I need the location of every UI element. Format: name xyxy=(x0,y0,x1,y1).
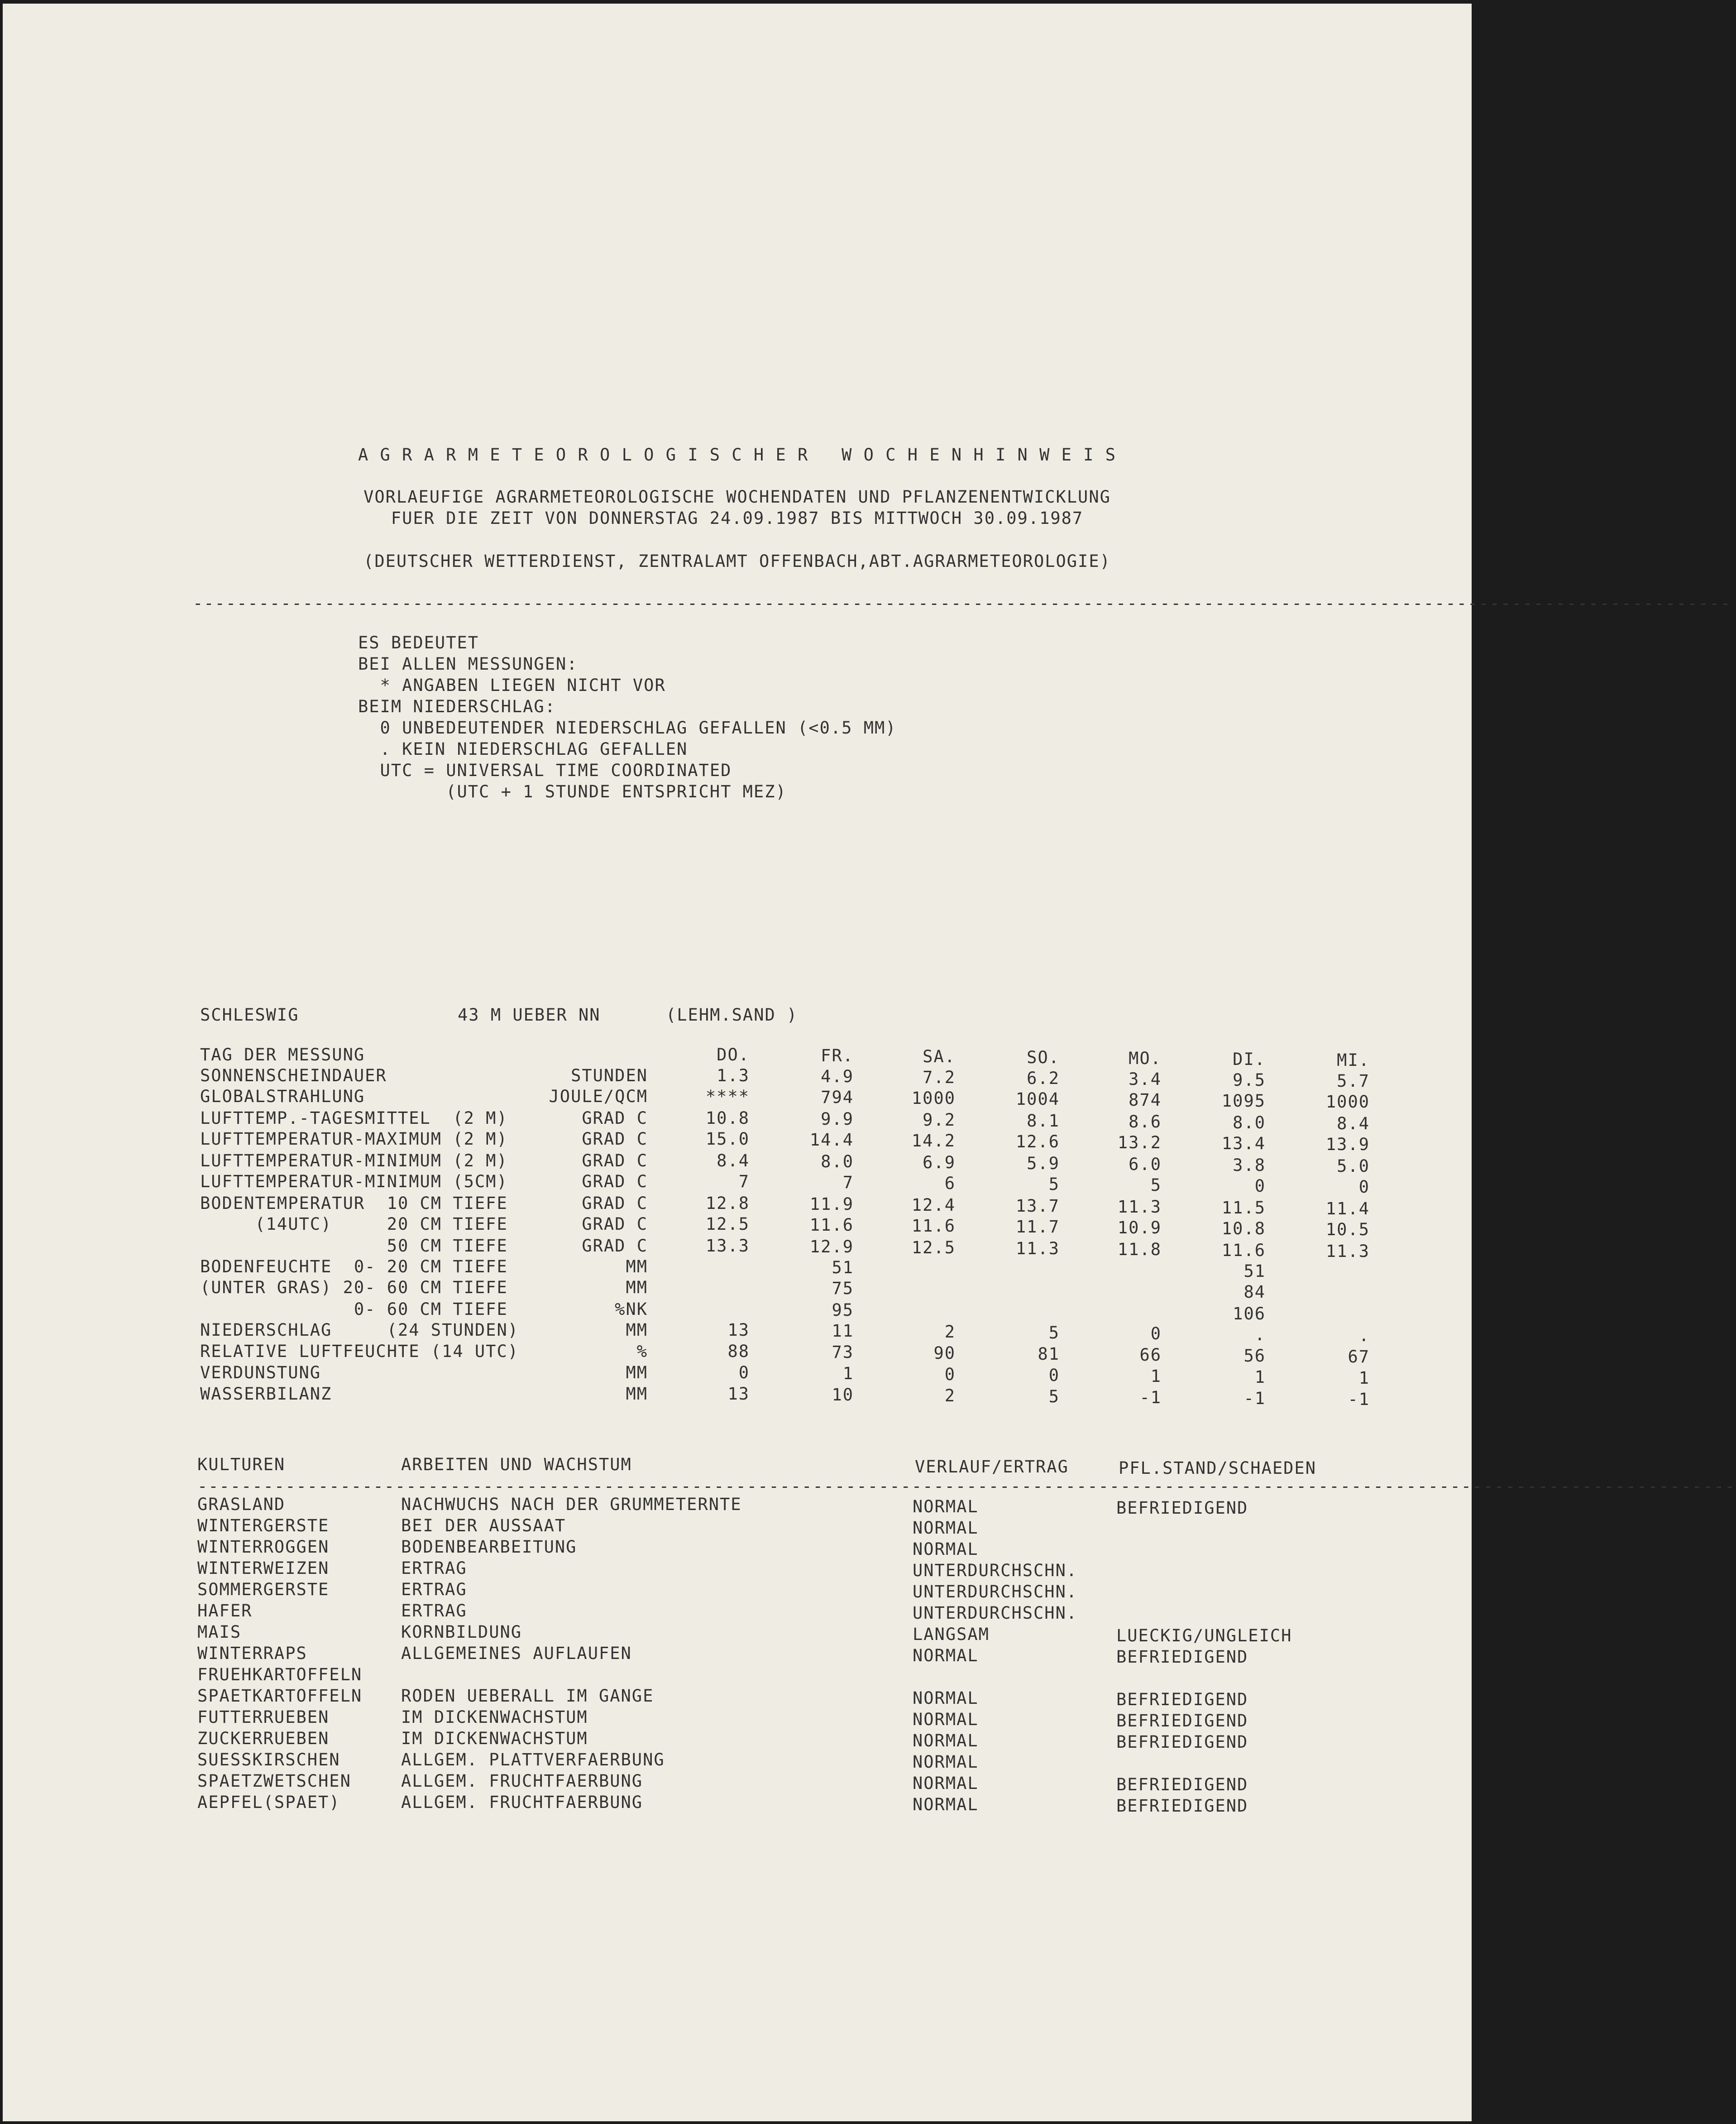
crop-work: KORNBILDUNG xyxy=(401,1622,522,1642)
weather-day-header: DO. xyxy=(717,1045,750,1064)
weather-cell: 0 xyxy=(944,1365,956,1384)
weather-row-label: LUFTTEMPERATUR-MAXIMUM (2 M) xyxy=(200,1129,508,1149)
crop-course: UNTERDURCHSCHN. xyxy=(913,1582,1078,1601)
weather-row-unit: MM xyxy=(626,1363,648,1382)
weather-cell: 1000 xyxy=(911,1088,956,1108)
weather-cell: 6.9 xyxy=(923,1153,956,1172)
crop-name: FRUEHKARTOFFELN xyxy=(197,1665,363,1684)
weather-cell: 11.7 xyxy=(1015,1217,1060,1237)
weather-cell: 3.8 xyxy=(1233,1155,1266,1175)
weather-cell: 13.4 xyxy=(1221,1134,1266,1153)
weather-cell: 8.6 xyxy=(1129,1112,1162,1132)
crop-work: ERTRAG xyxy=(401,1580,467,1599)
weather-row-label: BODENFEUCHTE 0- 20 CM TIEFE xyxy=(200,1257,508,1276)
crop-state: BEFRIEDIGEND xyxy=(1116,1647,1248,1667)
weather-cell: 6.0 xyxy=(1129,1155,1162,1174)
crop-work: NACHWUCHS NACH DER GRUMMETERNTE xyxy=(401,1495,742,1514)
legend-line: ES BEDEUTET xyxy=(358,633,479,652)
crop-course: NORMAL xyxy=(913,1497,979,1516)
weather-cell: 11.3 xyxy=(1325,1242,1370,1261)
legend-line: BEI ALLEN MESSUNGEN: xyxy=(358,654,578,674)
weather-cell: 7.2 xyxy=(923,1068,956,1087)
crop-state: BEFRIEDIGEND xyxy=(1116,1775,1248,1794)
weather-cell: 7 xyxy=(842,1173,854,1192)
crop-name: WINTERGERSTE xyxy=(197,1516,330,1535)
weather-cell: 8.4 xyxy=(1337,1114,1370,1133)
crop-state: BEFRIEDIGEND xyxy=(1116,1498,1248,1518)
weather-cell: 9.9 xyxy=(821,1109,854,1129)
crop-name: SOMMERGERSTE xyxy=(197,1580,330,1599)
weather-cell: 794 xyxy=(821,1088,854,1107)
weather-cell: 0 xyxy=(1358,1177,1370,1197)
weather-cell: 0 xyxy=(738,1363,750,1382)
weather-cell: 73 xyxy=(832,1342,854,1362)
weather-cell: . xyxy=(1254,1325,1266,1344)
crop-course: NORMAL xyxy=(913,1518,979,1538)
legend-line: . KEIN NIEDERSCHLAG GEFALLEN xyxy=(358,739,688,759)
weather-cell: 12.4 xyxy=(911,1195,956,1215)
weather-cell: 6.2 xyxy=(1027,1069,1060,1088)
crop-course: NORMAL xyxy=(913,1731,979,1750)
crop-work: ERTRAG xyxy=(401,1601,467,1621)
weather-cell: 11.6 xyxy=(1221,1241,1266,1260)
weather-cell: 66 xyxy=(1139,1345,1162,1365)
weather-cell: 12.8 xyxy=(705,1194,750,1213)
weather-row-unit: GRAD C xyxy=(582,1151,648,1170)
crop-course: NORMAL xyxy=(913,1688,979,1708)
weather-row-label: WASSERBILANZ xyxy=(200,1384,332,1404)
weather-row-label: TAG DER MESSUNG xyxy=(200,1045,365,1064)
crop-course: NORMAL xyxy=(913,1710,979,1729)
weather-cell: 11.6 xyxy=(911,1216,956,1236)
weather-row-label: LUFTTEMPERATUR-MINIMUM (5CM) xyxy=(200,1172,508,1191)
crop-name: SUESSKIRSCHEN xyxy=(197,1750,340,1769)
weather-row-label: VERDUNSTUNG xyxy=(200,1363,321,1382)
weather-cell: 11.3 xyxy=(1015,1239,1060,1258)
weather-cell: 10 xyxy=(832,1385,854,1405)
weather-cell: 5.0 xyxy=(1337,1156,1370,1176)
weather-cell: 5 xyxy=(1048,1323,1060,1342)
crop-state: BEFRIEDIGEND xyxy=(1116,1711,1248,1731)
crop-work: ALLGEM. FRUCHTFAERBUNG xyxy=(401,1793,643,1812)
weather-cell: 1000 xyxy=(1325,1092,1370,1112)
crops-header-verlauf: VERLAUF/ERTRAG xyxy=(915,1457,1069,1477)
weather-cell: 11.4 xyxy=(1325,1199,1370,1218)
weather-cell: 13.2 xyxy=(1117,1133,1162,1152)
weather-cell: 13.3 xyxy=(705,1236,750,1256)
crop-name: HAFER xyxy=(197,1601,253,1621)
crop-work: ALLGEM. PLATTVERFAERBUNG xyxy=(401,1750,665,1769)
weather-cell: 0 xyxy=(1254,1176,1266,1196)
weather-cell: 7 xyxy=(738,1172,750,1191)
weather-row-label: LUFTTEMPERATUR-MINIMUM (2 M) xyxy=(200,1151,508,1170)
weather-row-label: RELATIVE LUFTFEUCHTE (14 UTC) xyxy=(200,1342,519,1361)
weather-cell: 8.0 xyxy=(821,1152,854,1171)
weather-cell: 1 xyxy=(842,1364,854,1383)
weather-cell: 3.4 xyxy=(1129,1069,1162,1089)
weather-cell: 4.9 xyxy=(821,1067,854,1086)
weather-cell: 5 xyxy=(1048,1175,1060,1194)
weather-row-unit: GRAD C xyxy=(582,1108,648,1128)
weather-cell: 51 xyxy=(1243,1261,1266,1281)
weather-cell: 8.4 xyxy=(717,1151,750,1170)
weather-row-unit: % xyxy=(636,1342,648,1361)
document-subtitle-2: FUER DIE ZEIT VON DONNERSTAG 24.09.1987 BIS MITTWOCH 30.09.1987 xyxy=(391,508,1084,528)
weather-row-label: (UNTER GRAS) 20- 60 CM TIEFE xyxy=(200,1278,508,1297)
weather-row-label: BODENTEMPERATUR 10 CM TIEFE xyxy=(200,1194,508,1213)
crop-course: NORMAL xyxy=(913,1774,979,1793)
legend-line: * ANGABEN LIEGEN NICHT VOR xyxy=(358,676,666,695)
crop-name: SPAETKARTOFFELN xyxy=(197,1686,363,1706)
weather-day-header: SO. xyxy=(1027,1048,1060,1067)
weather-cell: 1 xyxy=(1254,1367,1266,1387)
weather-cell: 13.9 xyxy=(1325,1135,1370,1154)
crop-work: ALLGEMEINES AUFLAUFEN xyxy=(401,1644,632,1663)
weather-cell: 12.6 xyxy=(1015,1132,1060,1151)
weather-row-label: 0- 60 CM TIEFE xyxy=(200,1299,508,1319)
crop-course: NORMAL xyxy=(913,1752,979,1772)
crop-course: UNTERDURCHSCHN. xyxy=(913,1561,1078,1580)
weather-cell: 10.8 xyxy=(705,1108,750,1128)
weather-cell: 1 xyxy=(1150,1366,1162,1386)
crop-name: WINTERWEIZEN xyxy=(197,1558,330,1578)
weather-cell: 81 xyxy=(1038,1344,1060,1364)
crop-state: BEFRIEDIGEND xyxy=(1116,1796,1248,1816)
weather-cell: 9.2 xyxy=(923,1110,956,1130)
weather-cell: 5.9 xyxy=(1027,1154,1060,1173)
crop-work: IM DICKENWACHSTUM xyxy=(401,1707,588,1727)
crop-name: MAIS xyxy=(197,1622,242,1642)
weather-cell: 874 xyxy=(1129,1090,1162,1110)
crop-work: IM DICKENWACHSTUM xyxy=(401,1729,588,1748)
weather-row-unit: MM xyxy=(626,1278,648,1297)
station-soil: (LEHM.SAND ) xyxy=(666,1005,798,1025)
crop-course: NORMAL xyxy=(913,1646,979,1665)
crop-name: WINTERRAPS xyxy=(197,1644,307,1663)
weather-day-header: SA. xyxy=(923,1047,956,1066)
weather-cell: . xyxy=(1358,1326,1370,1345)
weather-row-label: GLOBALSTRAHLUNG xyxy=(200,1087,365,1106)
weather-cell: **** xyxy=(705,1087,750,1106)
crop-name: ZUCKERRUEBEN xyxy=(197,1729,330,1748)
weather-cell: 1095 xyxy=(1221,1091,1266,1111)
weather-cell: 14.2 xyxy=(911,1131,956,1151)
crop-state: LUECKIG/UNGLEICH xyxy=(1116,1626,1292,1645)
weather-cell: 6 xyxy=(944,1174,956,1193)
weather-day-header: DI. xyxy=(1233,1050,1266,1069)
weather-cell: -1 xyxy=(1139,1388,1162,1407)
crop-work: ALLGEM. FRUCHTFAERBUNG xyxy=(401,1771,643,1791)
weather-cell: 13 xyxy=(727,1320,750,1340)
crops-header-stand: PFL.STAND/SCHAEDEN xyxy=(1119,1458,1316,1478)
weather-cell: 11 xyxy=(832,1321,854,1341)
station-name: SCHLESWIG xyxy=(200,1005,299,1025)
weather-cell: 0 xyxy=(1150,1324,1162,1343)
weather-cell: 0 xyxy=(1048,1366,1060,1385)
weather-cell: 75 xyxy=(832,1279,854,1298)
crop-name: WINTERROGGEN xyxy=(197,1537,330,1557)
crop-name: SPAETZWETSCHEN xyxy=(197,1771,351,1791)
weather-cell: 84 xyxy=(1243,1282,1266,1302)
document-subtitle-1: VORLAEUFIGE AGRARMETEOROLOGISCHE WOCHENDATEN UND PFLANZENENTWICKLUNG xyxy=(363,487,1111,507)
weather-cell: 14.4 xyxy=(809,1130,854,1150)
weather-cell: -1 xyxy=(1243,1389,1266,1408)
weather-cell: 5 xyxy=(1048,1387,1060,1406)
weather-cell: 56 xyxy=(1243,1346,1266,1366)
weather-cell: 1004 xyxy=(1015,1089,1060,1109)
document-title: A G R A R M E T E O R O L O G I S C H E R W O C H E N H I N W E I S xyxy=(358,445,1117,465)
weather-cell: 12.5 xyxy=(705,1214,750,1234)
weather-cell: 2 xyxy=(944,1322,956,1342)
weather-row-unit: MM xyxy=(626,1384,648,1404)
weather-row-unit: MM xyxy=(626,1320,648,1340)
crop-work: ERTRAG xyxy=(401,1558,467,1578)
weather-day-header: FR. xyxy=(821,1046,854,1065)
weather-row-unit: GRAD C xyxy=(582,1172,648,1191)
legend-line: (UTC + 1 STUNDE ENTSPRICHT MEZ) xyxy=(358,782,787,801)
weather-day-header: MO. xyxy=(1129,1049,1162,1068)
station-elevation: 43 M UEBER NN xyxy=(458,1005,601,1025)
weather-row-label: (14UTC) 20 CM TIEFE xyxy=(200,1214,508,1234)
weather-cell: 1.3 xyxy=(717,1066,750,1085)
weather-cell: 13 xyxy=(727,1384,750,1404)
weather-cell: 8.1 xyxy=(1027,1111,1060,1131)
weather-cell: 11.6 xyxy=(809,1215,854,1235)
document-source: (DEUTSCHER WETTERDIENST, ZENTRALAMT OFFENBACH,ABT.AGRARMETEOROLOGIE) xyxy=(363,551,1111,571)
crops-header-arbeiten: ARBEITEN UND WACHSTUM xyxy=(401,1455,632,1474)
weather-day-header: MI. xyxy=(1337,1050,1370,1070)
weather-cell: 8.0 xyxy=(1233,1113,1266,1132)
weather-cell: 51 xyxy=(832,1258,854,1277)
weather-cell: 13.7 xyxy=(1015,1196,1060,1216)
weather-cell: 2 xyxy=(944,1386,956,1405)
crop-work: RODEN UEBERALL IM GANGE xyxy=(401,1686,654,1706)
weather-cell: -1 xyxy=(1348,1390,1370,1409)
weather-cell: 10.8 xyxy=(1221,1219,1266,1238)
weather-row-label: NIEDERSCHLAG (24 STUNDEN) xyxy=(200,1320,519,1340)
legend-line: BEIM NIEDERSCHLAG: xyxy=(358,697,556,716)
weather-cell: 67 xyxy=(1348,1347,1370,1366)
crops-header-kulturen: KULTUREN xyxy=(197,1455,286,1474)
weather-cell: 88 xyxy=(727,1342,750,1361)
crop-course: NORMAL xyxy=(913,1795,979,1814)
weather-row-unit: %NK xyxy=(615,1299,648,1319)
weather-row-label: LUFTTEMP.-TAGESMITTEL (2 M) xyxy=(200,1108,508,1128)
crop-course: UNTERDURCHSCHN. xyxy=(913,1603,1078,1623)
weather-cell: 10.5 xyxy=(1325,1220,1370,1239)
weather-cell: 95 xyxy=(832,1300,854,1320)
weather-cell: 5.7 xyxy=(1337,1071,1370,1091)
document-page xyxy=(3,4,1736,2121)
weather-row-unit: GRAD C xyxy=(582,1214,648,1234)
weather-cell: 11.5 xyxy=(1221,1198,1266,1218)
legend-line: UTC = UNIVERSAL TIME COORDINATED xyxy=(358,761,732,780)
weather-cell: 11.8 xyxy=(1117,1240,1162,1259)
legend-line: 0 UNBEDEUTENDER NIEDERSCHLAG GEFALLEN (<0.5 MM) xyxy=(358,718,897,738)
crop-name: FUTTERRUEBEN xyxy=(197,1707,330,1727)
crop-name: AEPFEL(SPAET) xyxy=(197,1793,340,1812)
weather-cell: 1 xyxy=(1358,1368,1370,1388)
weather-cell: 106 xyxy=(1233,1304,1266,1323)
weather-cell: 15.0 xyxy=(705,1129,750,1149)
weather-row-unit: MM xyxy=(626,1257,648,1276)
crop-course: NORMAL xyxy=(913,1539,979,1559)
weather-cell: 12.9 xyxy=(809,1237,854,1256)
crop-state: BEFRIEDIGEND xyxy=(1116,1690,1248,1709)
crop-work: BEI DER AUSSAAT xyxy=(401,1516,566,1535)
weather-row-unit: STUNDEN xyxy=(571,1066,648,1085)
crop-work: BODENBEARBEITUNG xyxy=(401,1537,577,1557)
weather-cell: 9.5 xyxy=(1233,1070,1266,1090)
weather-cell: 11.9 xyxy=(809,1194,854,1214)
crop-course: LANGSAM xyxy=(913,1625,990,1644)
weather-row-label: SONNENSCHEINDAUER xyxy=(200,1066,387,1085)
weather-cell: 12.5 xyxy=(911,1238,956,1257)
weather-row-unit: GRAD C xyxy=(582,1129,648,1149)
weather-row-label: 50 CM TIEFE xyxy=(200,1236,508,1256)
crops-separator: -------------------------------------------------------------------------------------------------------------------------------------------- xyxy=(197,1477,1736,1496)
crop-state: BEFRIEDIGEND xyxy=(1116,1732,1248,1752)
weather-cell: 5 xyxy=(1150,1175,1162,1195)
crop-name: GRASLAND xyxy=(197,1495,286,1514)
weather-cell: 10.9 xyxy=(1117,1218,1162,1237)
weather-row-unit: JOULE/QCM xyxy=(549,1087,648,1106)
weather-row-unit: GRAD C xyxy=(582,1236,648,1256)
weather-cell: 90 xyxy=(933,1343,956,1363)
weather-row-unit: GRAD C xyxy=(582,1194,648,1213)
header-separator: -------------------------------------------------------------------------------------------------------------------------------------------- xyxy=(193,594,1731,613)
weather-cell: 11.3 xyxy=(1117,1197,1162,1217)
